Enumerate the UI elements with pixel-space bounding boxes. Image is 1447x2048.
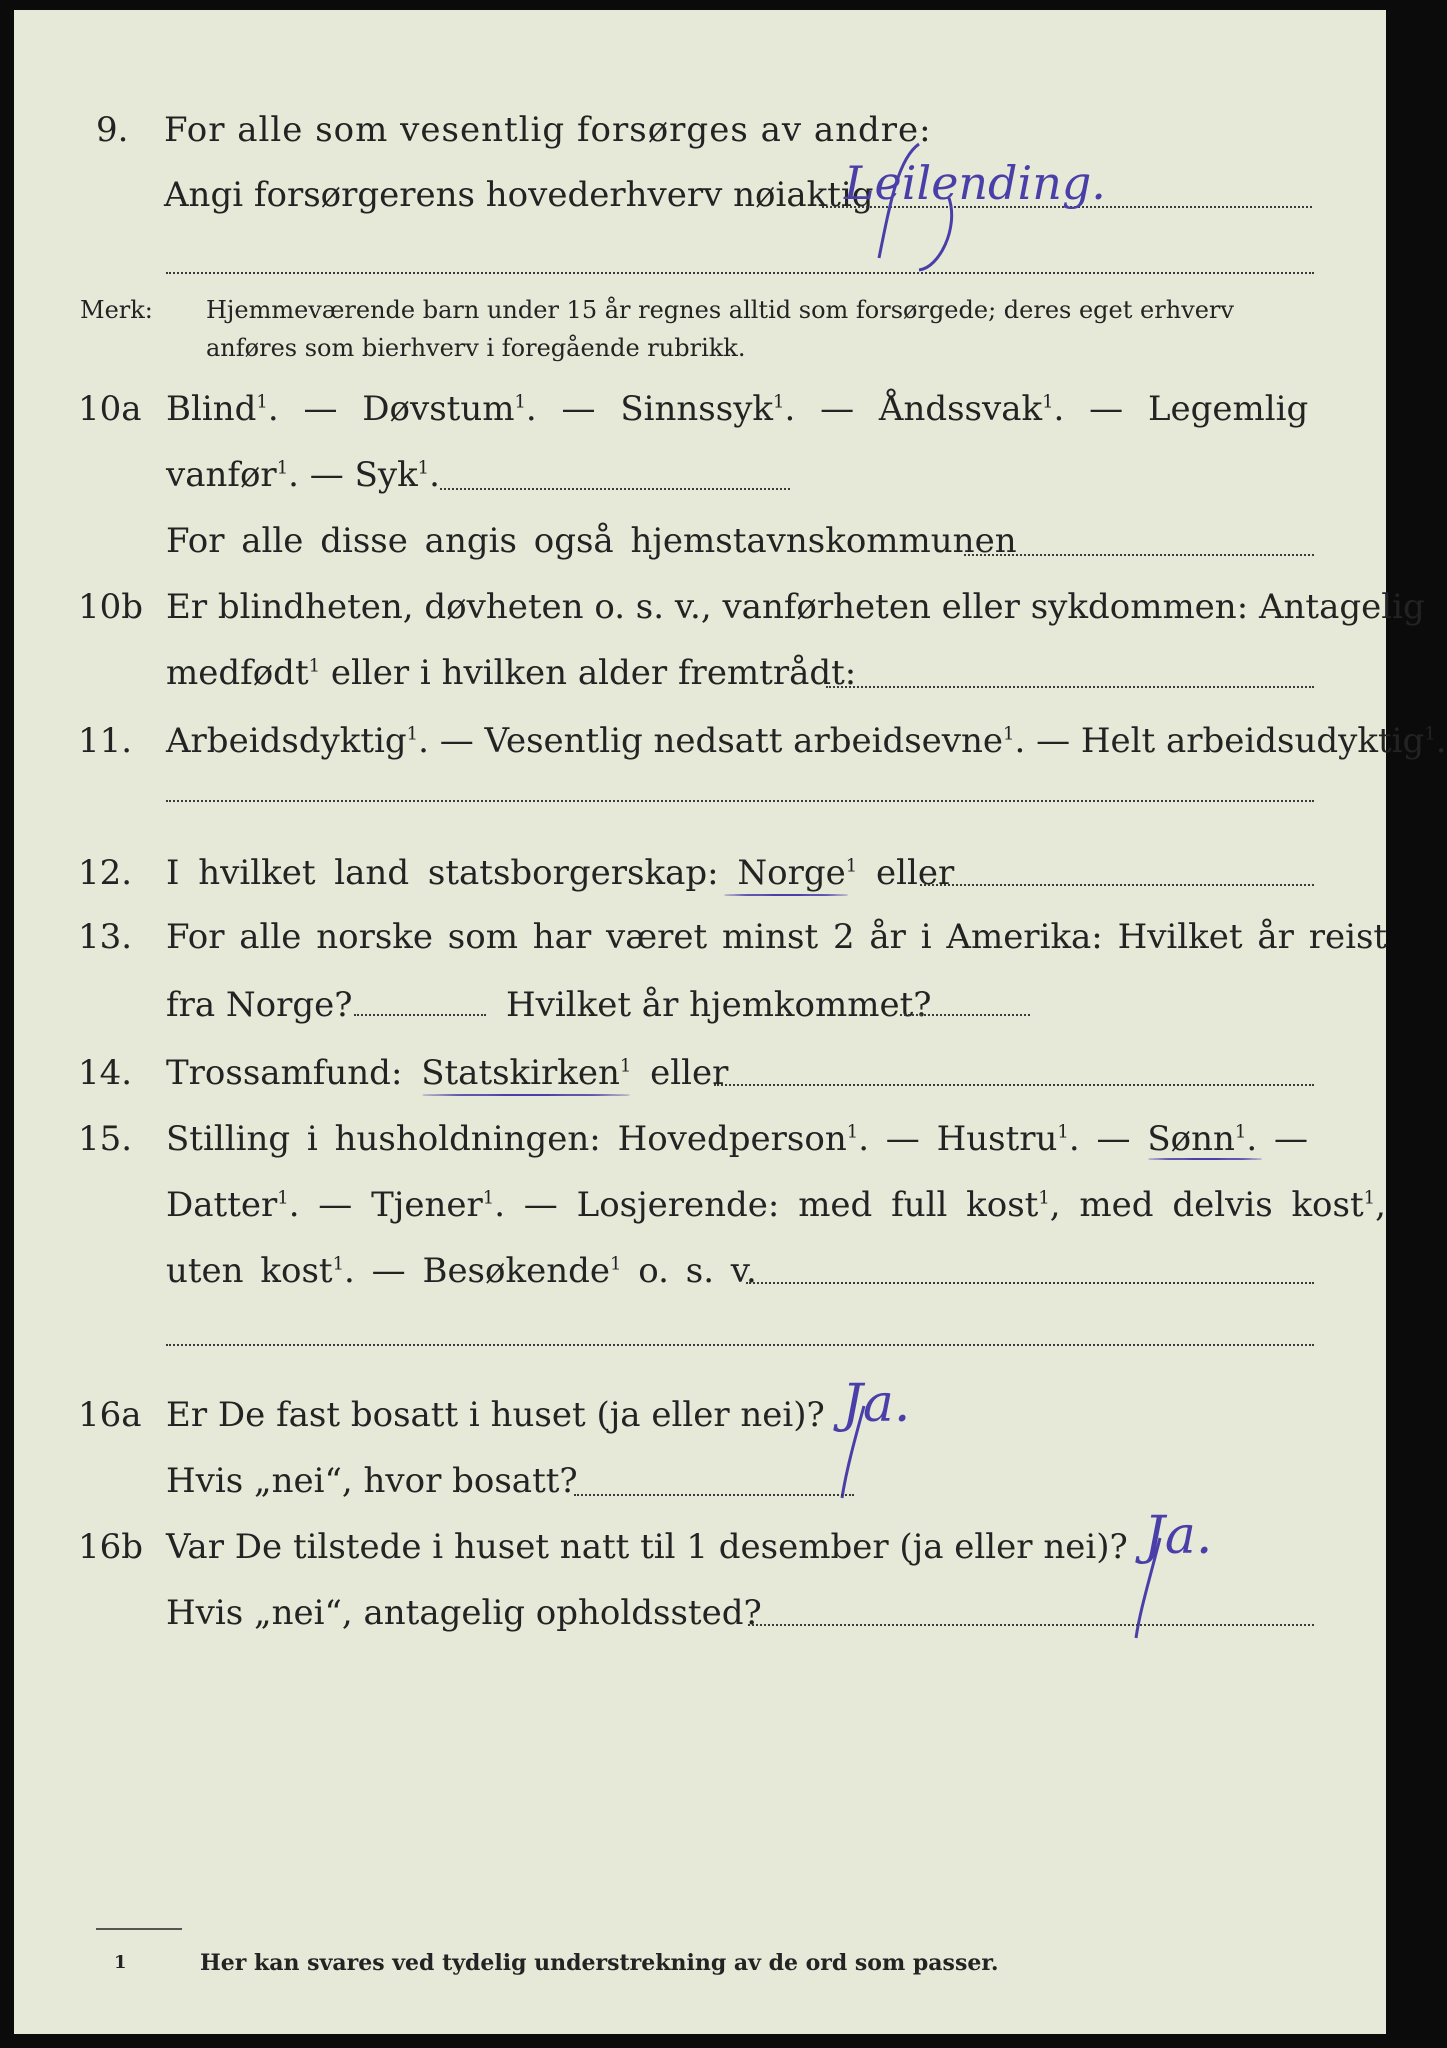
question-14-number: 14. — [78, 1053, 133, 1093]
answer-line-10a-2 — [964, 554, 1314, 556]
question-16a-number: 16a — [78, 1395, 142, 1435]
option-norge: Norge — [737, 853, 846, 893]
question-16b-line1: Var De tilstede i huset natt til 1 desember (ja eller nei)? — [166, 1527, 1128, 1567]
handwritten-underline-sonn — [1148, 1158, 1262, 1160]
question-16a-line2: Hvis „nei“, hvor bosatt? — [166, 1461, 578, 1501]
handwritten-answer-16a: Ja. — [842, 1374, 911, 1434]
question-13-line2a: fra Norge? — [166, 985, 353, 1025]
question-10b-line1: Er blindheten, døvheten o. s. v., vanførheten eller sykdommen: Antagelig — [166, 587, 1425, 627]
answer-line-13-reist — [354, 1014, 486, 1016]
question-10b-line2: medfødt$^1$ eller i hvilken alder fremtrådt: — [166, 653, 857, 693]
option-sonn: Sønn — [1147, 1119, 1235, 1159]
question-15-line3: uten kost$^1$. — Besøkende$^1$ o. s. v. — [166, 1251, 757, 1291]
separator-9 — [166, 272, 1314, 274]
footnote-mark: 1 — [114, 1952, 127, 1973]
answer-line-16a — [574, 1494, 854, 1496]
census-form-page — [14, 10, 1447, 2034]
answer-line-13-hjem — [900, 1014, 1030, 1016]
question-15-line2: Datter$^1$. — Tjener$^1$. — Losjerende: med full kost$^1$, med delvis kost$^1$, — [166, 1185, 1386, 1225]
question-9-number: 9. — [96, 110, 129, 150]
question-10a-number: 10a — [78, 389, 142, 429]
answer-line-12 — [920, 884, 1314, 886]
option-statskirken: Statskirken — [421, 1053, 620, 1093]
question-15-line1: Stilling i husholdningen: Hovedperson$^1$. — Hustru$^1$. — Sønn$^1$. — — [166, 1119, 1308, 1159]
note-line1: Hjemmeværende barn under 15 år regnes alltid som forsørgede; deres eget erhverv — [206, 296, 1234, 324]
footnote-text: Her kan svares ved tydelig understrekning av de ord som passer. — [200, 1950, 999, 1976]
handwritten-stroke-16a — [834, 1402, 894, 1502]
separator-15 — [166, 1344, 1314, 1346]
question-16a-line1: Er De fast bosatt i huset (ja eller nei)? — [166, 1395, 825, 1435]
question-12-number: 12. — [78, 853, 133, 893]
question-9-line1: For alle som vesentlig forsørges av andre: — [164, 110, 932, 150]
answer-line-16b — [748, 1624, 1314, 1626]
question-9-line2: Angi forsørgerens hovederhverv nøiaktig — [164, 175, 874, 215]
note-line2: anføres som bierhverv i foregående rubrikk. — [206, 334, 746, 362]
note-label: Merk: — [80, 296, 153, 324]
question-16b-number: 16b — [78, 1527, 144, 1567]
answer-line-10b — [826, 686, 1314, 688]
question-13-number: 13. — [78, 917, 133, 957]
answer-line-10a-1 — [440, 488, 790, 490]
handwritten-answer-9: Leilending. — [844, 156, 1106, 210]
question-13-line1: For alle norske som har været minst 2 år i Amerika: Hvilket år reist — [166, 917, 1388, 957]
question-12-text: I hvilket land statsborgerskap: Norge$^1$ eller — [166, 853, 955, 893]
question-10a-line1: Blind$^1$. — Døvstum$^1$. — Sinnssyk$^1$. — Åndssvak$^1$. — Legemlig — [166, 389, 1309, 429]
handwritten-underline-statskirken — [422, 1094, 630, 1096]
question-11-number: 11. — [78, 721, 133, 761]
question-10a-line3: For alle disse angis også hjemstavnskommunen — [166, 521, 1017, 561]
question-14-text: Trossamfund: Statskirken$^1$ eller — [166, 1053, 729, 1093]
question-10b-number: 10b — [78, 587, 144, 627]
question-15-number: 15. — [78, 1119, 133, 1159]
footnote-rule — [96, 1928, 182, 1930]
answer-line-11 — [166, 800, 1314, 802]
question-16b-line2: Hvis „nei“, antagelig opholdssted? — [166, 1593, 762, 1633]
handwritten-answer-16b: Ja. — [1144, 1506, 1213, 1566]
answer-line-14 — [714, 1084, 1314, 1086]
answer-line-15 — [746, 1282, 1314, 1284]
handwritten-stroke-16b — [1126, 1534, 1186, 1644]
question-11-line1: Arbeidsdyktig$^1$. — Vesentlig nedsatt arbeidsevne$^1$. — Helt arbeidsudyktig$^1$. — [166, 721, 1447, 761]
question-13-line2b: Hvilket år hjemkommet? — [506, 985, 932, 1025]
question-10a-line2: vanfør$^1$. — Syk$^1$. — [166, 455, 440, 495]
handwritten-stroke-9 — [879, 138, 1079, 278]
handwritten-underline-norge — [724, 894, 848, 896]
